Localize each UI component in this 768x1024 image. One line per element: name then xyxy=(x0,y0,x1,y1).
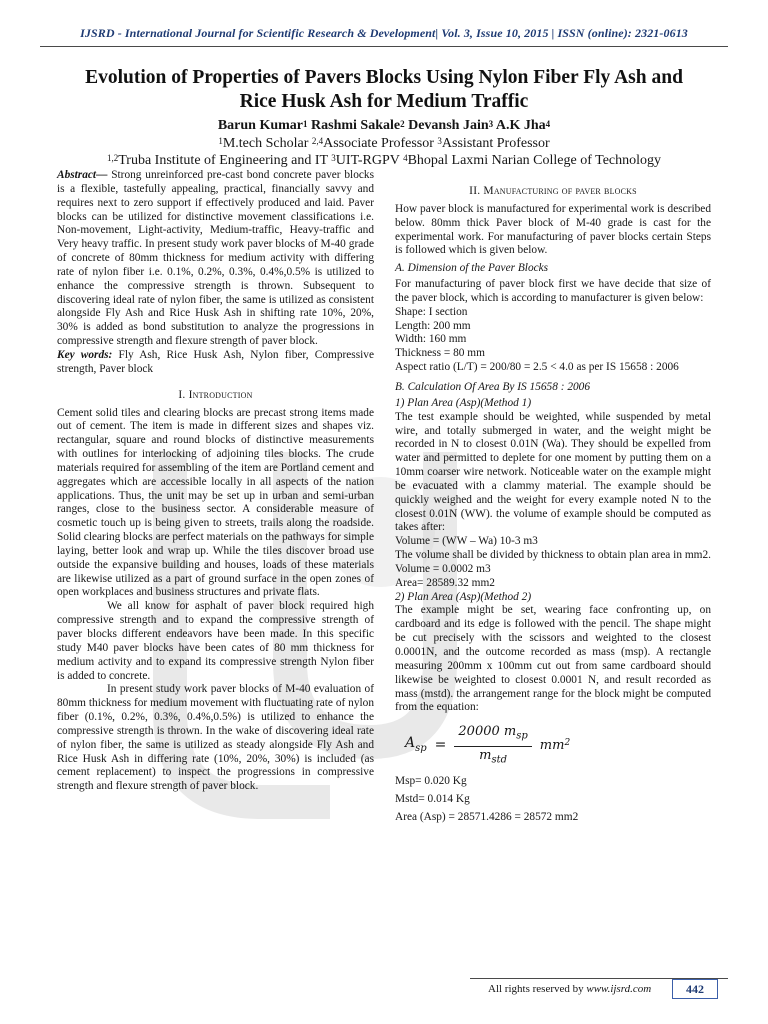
intro-paragraph-3: In present study work paver blocks of M-40 evaluation of 80mm thickness for medium movement with fluctuating rate of nylon fiber (0.1%, 0.2%, 0.3%, 0.4%,0.5%) is utilized to enhance the compressive strength is thrown. In the wake of discovering ideal rate of nylon fiber, the same is utilized as steady alongside Fly Ash and Rice Husk Ash in differing rate (10%, 20%, 30%) is included (as cement replacement) to inspect the progressions in compressive strength and flexure strength of paver block. xyxy=(57,683,374,793)
dimension-paragraph: For manufacturing of paver block first we have decide that size of the paver block, which is according to manufacturer is given below: xyxy=(395,278,711,304)
equation-unit: $mm^2$ xyxy=(539,738,571,754)
equation-lhs: $A_{sp}$ xyxy=(405,734,427,754)
spec-length: Length: 200 mm xyxy=(395,319,471,332)
subsection-dimension: A. Dimension of the Paver Blocks xyxy=(395,262,549,275)
area-value-method-2: Area (Asp) = 28571.4286 = 28572 mm2 xyxy=(395,810,579,823)
subsection-area-calculation: B. Calculation Of Area By IS 15658 : 2006 xyxy=(395,380,591,393)
footer-url[interactable]: www.ijsrd.com xyxy=(586,983,652,995)
running-header: IJSRD - International Journal for Scientific Research & Development| Vol. 3, Issue 10, 2015 | ISSN (online): 2321-0613 xyxy=(80,26,688,40)
intro-paragraph-1: Cement solid tiles and clearing blocks are precast strong items made out of cement. The item is made in different sizes and shapes viz. rectangular, square and round blocks of distinctive measurements with outlines for interlocking of adjoining tiles blocks. The crude materials required for assembling of the item are Portland cement and aggregates which are accessible locally in all aspects of the nation applications. Thus, the unit may be set up in urban and semi-urban ranges, close to the business sector. A considerable measure of cosmetic touch up is being given to streets, trails along the roadside. Solid clearing blocks are perfect materials on the pathways for simple laying, better look and wrap up. While the tiles discover broad use outside the expansive building and houses, loads of these materials are likewise utilized as a part of ground surface in the open zones of open workplaces and business structures and private flats. xyxy=(57,406,374,599)
msp-value: Msp= 0.020 Kg xyxy=(395,775,467,788)
method-2-heading: 2) Plan Area (Asp)(Method 2) xyxy=(395,590,532,603)
method-2-paragraph: The example might be set, wearing face confronting up, on cardboard and its edge is followed with the pencil. The shape might be cut precisely with the scissors and weighted to the closest 0.0001N, and the outcome recorded as mass (msp). A rectangle measuring 200mm x 100mm cut out from same cardboard should likewise be weighted to closest 0.0001 N, and result recorded as mass (mstd). the arrangement range for the block might be computed from the equation: xyxy=(395,604,711,714)
section-heading-introduction: I. Introduction xyxy=(178,388,253,401)
spec-shape: Shape: I section xyxy=(395,305,468,318)
volume-value: Volume = 0.0002 m3 xyxy=(395,562,491,575)
right-column xyxy=(395,169,711,825)
spec-thickness: Thickness = 80 mm xyxy=(395,347,485,360)
title-block xyxy=(40,66,728,169)
keywords: Key words: Fly Ash, Rice Husk Ash, Nylon fiber, Compressive strength, Paver block xyxy=(57,348,374,375)
page-number: 442 xyxy=(672,979,718,999)
manufacturing-paragraph: How paver block is manufactured for experimental work is described below. 80mm thick Paver block of M-40 grade is cast for the experimental work. For manufacturing of paver blocks certain Steps is followed which is given below. xyxy=(395,202,711,257)
abstract: Abstract— Strong unreinforced pre-cast bond concrete paver blocks is a flexible, tastefully appealing, practical, financially savvy and requires next to zero support if effectively produced and laid. Paver blocks can be utilized for distinctive movement classifications i.e. Non-movement, Light-activity, Medium-traffic, Heavy-traffic and Very heavy traffic. In present study work paver blocks of M-40 grade of concrete of 80mm thickness for medium activity with differing rate of nylon fiber i.e. 0.1%, 0.2%, 0.3%, 0.4%,0.5% is utilized to enhance the compressive strength is thrown. Subsequent to discovering ideal rate of nylon fiber, the same is utilized as consistent alongside Fly Ash and Rice Husk Ash in shifting rate 10%, 20%, 30% is added as bond substitution to analyze the progressions in compressive strength and flexure strength of paver block. xyxy=(57,169,374,348)
spec-aspect-ratio: Aspect ratio (L/T) = 200/80 = 2.5 < 4.0 as per IS 15658 : 2006 xyxy=(395,361,679,374)
volume-note: The volume shall be divided by thickness to obtain plan area in mm2. xyxy=(395,549,711,562)
intro-paragraph-2: We all know for asphalt of paver block required high compressive strength and to expand the compressive strength of paver blocks different endeavors have been made. In this specific study M40 paver blocks have been cates of 80 mm thickness for medium activity and to expand its compressive strength Nylon fiber is added to concrete. xyxy=(57,600,374,682)
method-1-heading: 1) Plan Area (Asp)(Method 1) xyxy=(395,396,532,409)
area-equation xyxy=(405,725,711,767)
author-designations: $^1$M.tech Scholar $^{2,4}$Associate Professor $^3$Assistant Professor xyxy=(218,136,550,151)
left-column xyxy=(57,169,374,794)
area-value-method-1: Area= 28589.32 mm2 xyxy=(395,576,495,589)
author-affiliations: $^{1,2}$Truba Institute of Engineering and IT $^3$UIT-RGPV $^4$Bhopal Laxmi Narian College of Technology xyxy=(106,153,662,168)
spec-width: Width: 160 mm xyxy=(395,333,467,346)
equation-equals: = xyxy=(434,737,447,754)
footer-rights: All rights reserved by www.ijsrd.com xyxy=(488,983,652,995)
author-list: Barun Kumar$^1$ Rashmi Sakale$^2$ Devansh Jain$^3$ A.K Jha$^4$ xyxy=(217,118,551,133)
volume-formula: Volume = (WW – Wa) 10-3 m3 xyxy=(395,535,538,548)
header-rule xyxy=(40,46,728,47)
section-heading-manufacturing: II. Manufacturing of paver blocks xyxy=(469,185,637,197)
method-1-paragraph: The test example should be weighted, while suspended by metal wire, and totally submerged in water, and the weight might be recorded in N to closest 0.01N (Wa). They should be expelled from water and permitted to deplete for one moment by putting them on a 10mm coarser wire network. Noticeable water on the example might be evacuated with a clammy material. The example should be quickly weighed and the weight for every example noted N to the closest 0.01N (WW). the volume of example should be computed as takes after: xyxy=(395,410,711,534)
equation-denominator: $m_{std}$ xyxy=(479,747,508,766)
equation-fraction xyxy=(454,725,531,767)
paper-title: Evolution of Properties of Pavers Blocks Using Nylon Fiber Fly Ash and Rice Husk Ash for Medium Traffic xyxy=(85,67,683,112)
mstd-value: Mstd= 0.014 Kg xyxy=(395,792,470,805)
equation-numerator: 20000 $m_{sp}$ xyxy=(454,725,531,746)
